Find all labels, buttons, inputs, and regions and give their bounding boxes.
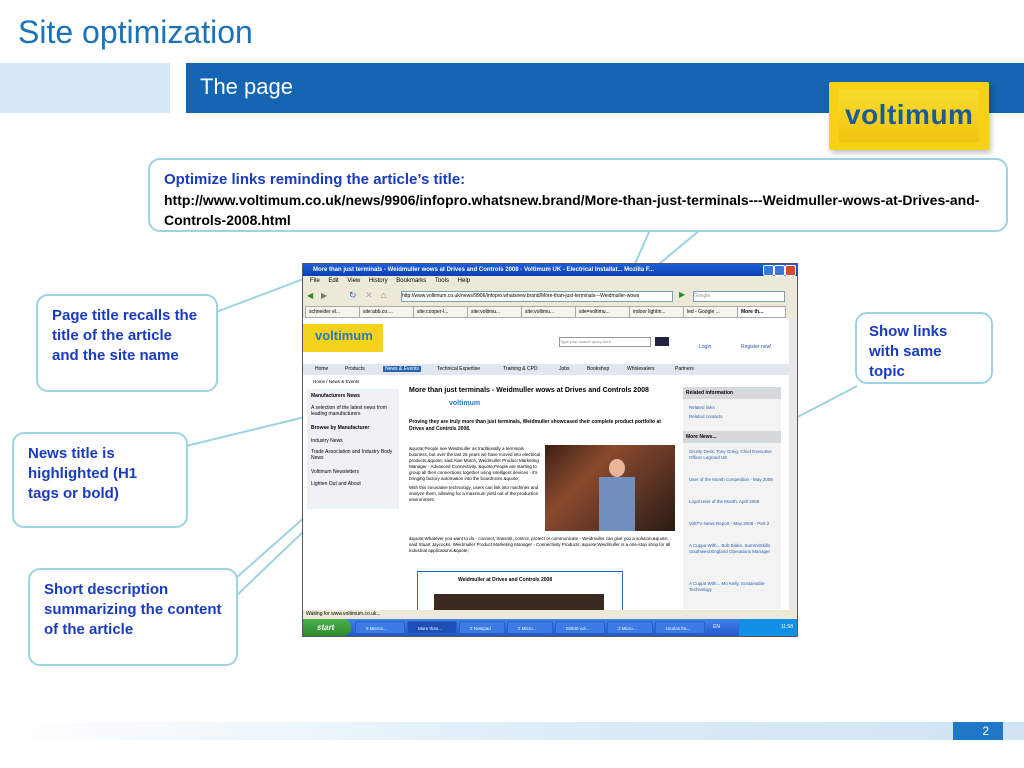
menu-tools[interactable]: Tools: [434, 278, 449, 284]
more-news-link[interactable]: Loyal User of the Month: April 2008: [689, 499, 760, 504]
taskbar-item[interactable]: 2 Micro...: [607, 621, 653, 634]
menu-view[interactable]: View: [347, 278, 361, 284]
media-box-title: Weidmuller at Drives and Controls 2008: [458, 577, 553, 583]
related-link[interactable]: Related links: [689, 405, 715, 410]
web-page: [303, 318, 789, 610]
site-right-column: [683, 387, 781, 609]
site-nav-wholesalers[interactable]: Wholesalers: [627, 366, 655, 372]
maximize-icon[interactable]: [774, 265, 785, 276]
browser-window-title: More than just terminals - Weidmuller wows at Drives and Controls 2008 - Voltimum UK - Electrical Installat... Mozilla F...: [313, 267, 654, 273]
browser-search-box[interactable]: Google: [693, 291, 785, 302]
browser-menu-bar: [303, 276, 797, 287]
browser-screenshot: [302, 263, 798, 637]
close-icon[interactable]: [785, 265, 796, 276]
footer-right-band: [1003, 722, 1024, 740]
callout-optimize-links-url: http://www.voltimum.co.uk/news/9906/infopro.whatsnew.brand/More-than-just-terminals---Weidmuller-wows-at-Drives-and-Controls-2008.html: [164, 192, 980, 228]
related-info-header: Related information: [683, 387, 781, 399]
browser-tab[interactable]: site:cooper-l...: [413, 306, 468, 318]
menu-bookmarks[interactable]: Bookmarks: [396, 278, 427, 284]
site-nav: [303, 364, 789, 375]
article-title: More than just terminals - Weidmuller wows at Drives and Controls 2008: [409, 387, 649, 394]
article-media-box: [417, 571, 623, 613]
article-body: [409, 446, 543, 503]
browser-tab[interactable]: indoor lightin...: [629, 306, 684, 318]
callout-optimize-links: [148, 158, 1008, 232]
go-icon[interactable]: ▶: [679, 290, 686, 299]
reload-icon[interactable]: ↻: [349, 290, 357, 300]
callout-short-description: Short description summarizing the content of the article: [28, 568, 238, 666]
minimize-icon[interactable]: [763, 265, 774, 276]
browser-tab-active[interactable]: More th...: [737, 306, 786, 318]
left-menu-item[interactable]: Trade Association and Industry Body News: [311, 449, 393, 461]
more-news-link[interactable]: A Cuppa With... Mo Kelly, Sustainable Technology: [689, 581, 765, 592]
menu-help[interactable]: Help: [457, 278, 470, 284]
browser-status-bar: Waiting for www.voltimum.co.uk...: [303, 610, 797, 619]
callout-news-title: News title is highlighted (H1 tags or bold): [12, 432, 188, 528]
back-icon[interactable]: ◀: [307, 291, 314, 300]
site-nav-products[interactable]: Products: [345, 366, 365, 372]
more-news-link[interactable]: User of the Month competition - May 2008: [689, 477, 773, 482]
browser-tab[interactable]: site:voltimu...: [521, 306, 576, 318]
related-link[interactable]: Related contacts: [689, 414, 723, 419]
taskbar-item[interactable]: 2 Notepad: [459, 621, 505, 634]
footer-band: [0, 722, 1024, 740]
site-nav-training[interactable]: Training & CPD: [503, 366, 538, 372]
browser-tab[interactable]: site:abb.co....: [359, 306, 414, 318]
system-tray: [739, 619, 797, 636]
page-number: 2: [982, 724, 989, 738]
menu-edit[interactable]: Edit: [328, 278, 339, 284]
article-body-p3: &quote;Whatever you want to do - connect, transmit, control, protect or communicate - Weidmuller can give you a solution,&quote; said Stuart Jaycocks, Weidmuller Product Marketing Manager - Connectivity Products. &quote;Weidmuller is a one-stop shop for all industrial applications.&quote;: [409, 536, 671, 553]
taskbar-item[interactable]: 2 Micro...: [507, 621, 553, 634]
article-body-p1: &quote;People see Weidmuller as traditionally a terminals business, but over the last 25 years we have moved into electrical products,&quote; said Alan Mutch, Weidmuller Product Marketing Manager - Advanced Connectivity. &quote;People are starting to group all their connections together using intelligent devices - it's bringing factory automation into the boardroom.&quote;: [409, 446, 541, 481]
clock[interactable]: 11:58: [780, 624, 793, 630]
site-nav-home[interactable]: Home: [315, 366, 329, 372]
left-menu-item[interactable]: Lighten Out and About: [311, 481, 361, 487]
site-nav-technical[interactable]: Technical Expertise: [437, 366, 481, 372]
slide-subtitle: The page: [200, 74, 293, 99]
article-logo: voltimum: [449, 400, 481, 407]
left-menu-item[interactable]: Industry News: [311, 438, 343, 444]
site-breadcrumb[interactable]: Home / News & Events: [313, 379, 360, 384]
article-intro: Proving they are truly more than just terminals, Weidmuller showcased their complete product portfolio at Drives and Controls 2008.: [409, 419, 661, 432]
forward-icon[interactable]: ▶: [321, 291, 328, 300]
menu-file[interactable]: File: [310, 278, 320, 284]
windows-taskbar: [303, 619, 797, 636]
more-news-header: More News...: [683, 431, 781, 443]
left-menu-item[interactable]: Manufacturers News: [311, 393, 360, 399]
left-menu-item[interactable]: Browse by Manufacturer: [311, 425, 370, 431]
stop-icon[interactable]: ✕: [365, 290, 373, 300]
address-bar[interactable]: http://www.voltimum.co.uk/news/9906/infopro.whatsnew.brand/More-than-just-terminals---Weidmuller-wows: [401, 291, 673, 302]
site-nav-bookshop[interactable]: Bookshop: [587, 366, 610, 372]
site-nav-jobs[interactable]: Jobs: [559, 366, 570, 372]
slide-title: Site optimization: [18, 14, 253, 50]
taskbar-item[interactable]: nicolas fra...: [655, 621, 705, 634]
menu-history[interactable]: History: [368, 278, 388, 284]
callout-page-title: Page title recalls the title of the article and the site name: [36, 294, 218, 392]
site-left-menu: [307, 389, 399, 509]
language-indicator[interactable]: EN: [713, 624, 720, 630]
left-menu-item[interactable]: A selection of the latest news from leading manufacturers: [311, 405, 387, 417]
site-nav-partners[interactable]: Partners: [675, 366, 694, 372]
callout-optimize-links-text: Optimize links reminding the article’s title:: [164, 171, 466, 188]
browser-scrollbar[interactable]: [789, 318, 797, 610]
start-button[interactable]: start: [303, 619, 351, 636]
browser-tab-strip: [303, 304, 797, 318]
home-icon[interactable]: ⌂: [381, 290, 387, 300]
browser-tab[interactable]: schneider el...: [305, 306, 360, 318]
callout-show-links: Show links with same topic: [855, 312, 993, 384]
more-news-link[interactable]: VoltTV News Report - May 2008 - Part 2: [689, 521, 770, 526]
site-search-button[interactable]: [655, 337, 669, 346]
browser-tab[interactable]: site:voltimu...: [467, 306, 522, 318]
article-body-p2: With this innovative technology, users can link into machines and analyze them, allowing for a maximum yield out of the production environment.: [409, 485, 539, 502]
site-login-link[interactable]: Login: [699, 344, 712, 350]
article-photo: [545, 445, 675, 531]
site-nav-news[interactable]: News & Events: [385, 366, 419, 372]
site-register-link[interactable]: Register now!: [741, 344, 772, 350]
browser-tab[interactable]: site=voltimu...: [575, 306, 630, 318]
taskbar-item[interactable]: 02940 vol...: [555, 621, 605, 634]
taskbar-item[interactable]: 9 Micros...: [355, 621, 405, 634]
browser-nav-bar: [303, 287, 797, 305]
left-menu-item[interactable]: Voltimum Newsletters: [311, 469, 360, 475]
site-logo[interactable]: voltimum: [315, 328, 373, 343]
more-news-link[interactable]: On My Desk: Tony Greig, Chief Executive Officer Legrand UK: [689, 449, 772, 460]
more-news-link[interactable]: A Cuppa With... Bob Blake, SummitSkills Southwest England Operations Manager: [689, 543, 771, 554]
site-search-input[interactable]: Type your search query here: [559, 337, 651, 347]
logo-text: voltimum: [845, 99, 974, 130]
browser-title-bar: [303, 264, 797, 276]
browser-tab[interactable]: led - Google ...: [683, 306, 738, 318]
taskbar-item-active[interactable]: More than...: [407, 621, 457, 634]
